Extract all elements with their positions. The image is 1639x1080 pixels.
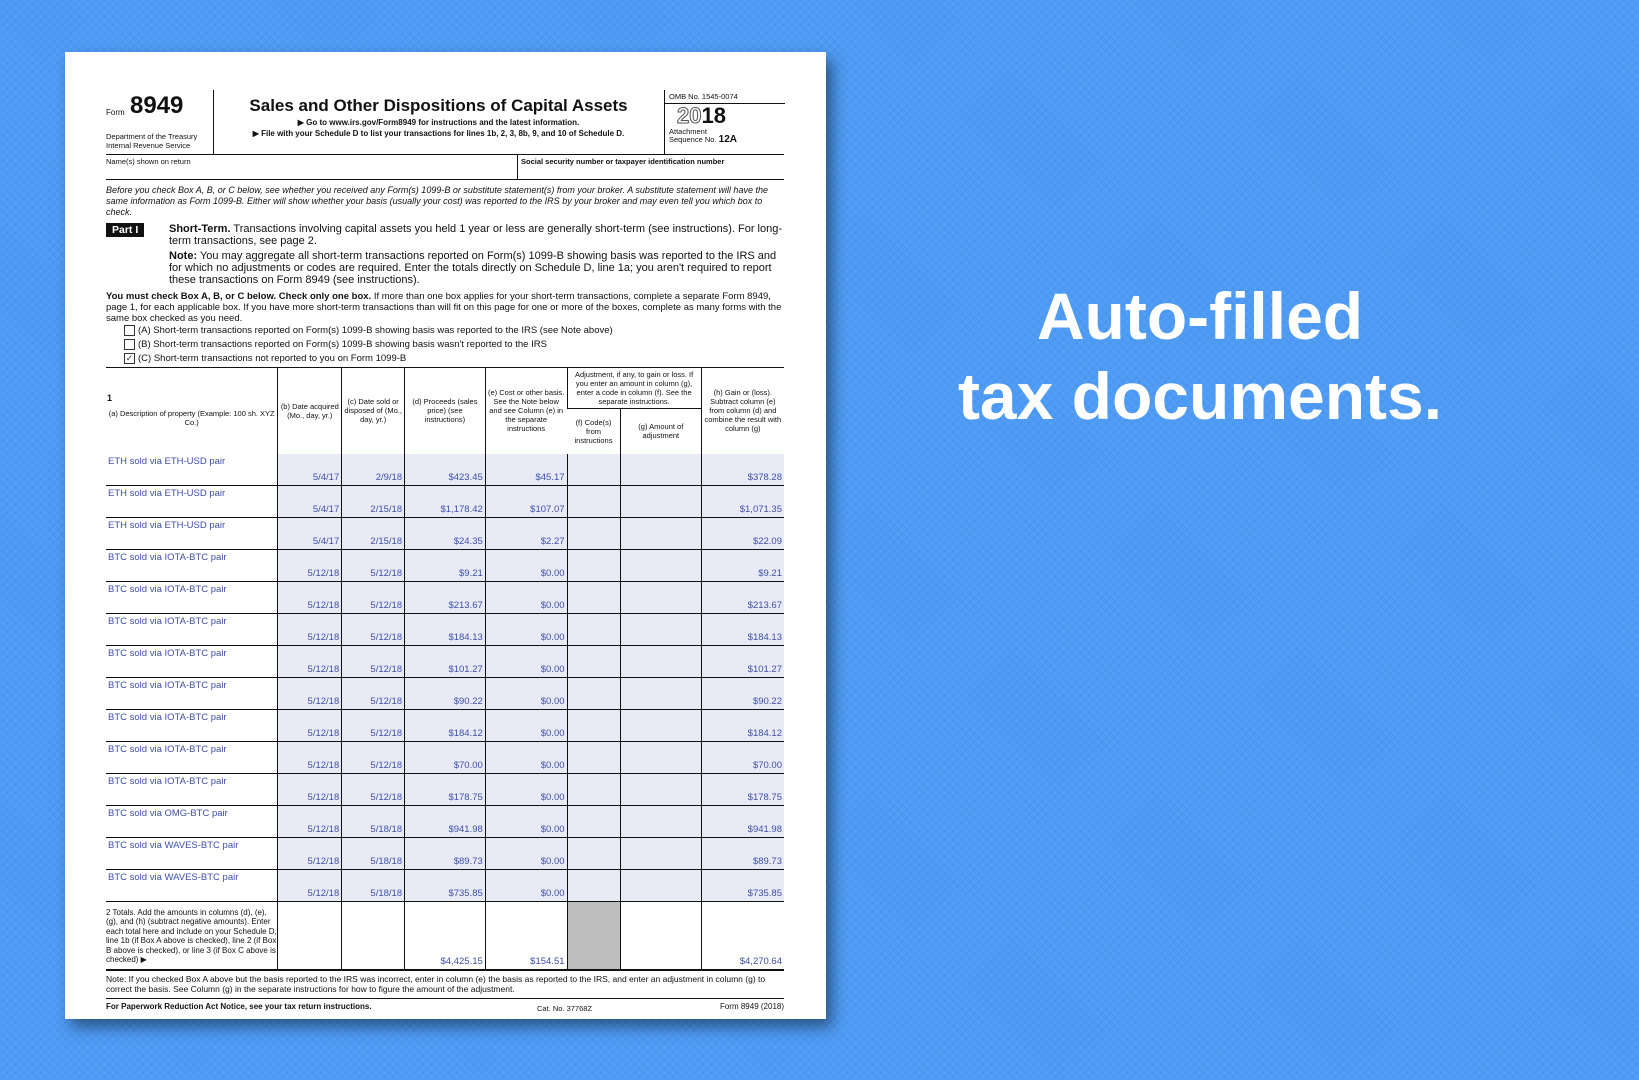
form-id-block <box>106 90 214 154</box>
totals-gain[interactable]: $4,270.64 <box>701 901 784 970</box>
row-code[interactable] <box>567 805 620 837</box>
column-header-f: (f) Code(s) from instructions <box>574 417 613 445</box>
form-8949 <box>106 90 784 1016</box>
row-cost-basis[interactable]: $107.07 <box>485 485 567 517</box>
totals-cost[interactable]: $154.51 <box>485 901 567 970</box>
row-code[interactable] <box>567 645 620 677</box>
table-row <box>106 709 784 741</box>
box-b-label: (B) Short-term transactions reported on Form(s) 1099-B showing basis wasn't reported to the IRS <box>138 339 547 350</box>
tax-year <box>665 104 785 128</box>
form-title: Sales and Other Dispositions of Capital Assets <box>249 96 628 115</box>
totals-code-shaded <box>567 901 620 970</box>
box-a-label: (A) Short-term transactions reported on Form(s) 1099-B showing basis was reported to the IRS (see Note above) <box>138 325 613 336</box>
column-header-h: (h) Gain or (loss). Subtract column (e) from column (d) and combine the result with column (g) <box>701 368 784 454</box>
totals-label: 2 Totals. Add the amounts in columns (d), (e), (g), and (h) (subtract negative amounts). Enter each total here and include on your Schedule D, line 1b (if Box A above is checked), line 2 (if Box B above is checked), or line 3 (if Box C above is checked) ▶ <box>106 901 278 970</box>
intro-text: Before you check Box A, B, or C below, see whether you received any Form(s) 1099-B or substitute statement(s) from your broker. A substitute statement will have the same information as Form 1099-B. Either will show whether your basis (usually your cost) was reported to the IRS by your broker and may even tell you which box to check. <box>106 185 768 217</box>
tax-year-decade: 18 <box>701 103 726 128</box>
names-row <box>106 155 784 180</box>
box-a-checkbox[interactable] <box>124 325 135 336</box>
row-gain[interactable]: $90.22 <box>701 677 784 709</box>
row-cost-basis[interactable]: $0.00 <box>485 645 567 677</box>
row-adjustment[interactable] <box>620 709 701 741</box>
must-check-text: You must check Box A, B, or C below. Check only one box. <box>106 291 372 302</box>
row-gain[interactable]: $941.98 <box>701 805 784 837</box>
column-a-text: (a) Description of property (Example: 100 sh. XYZ Co.) <box>108 409 275 428</box>
row-adjustment[interactable] <box>620 454 701 486</box>
box-b-checkbox[interactable] <box>124 339 135 350</box>
row-date-acquired[interactable]: 5/12/18 <box>278 613 342 645</box>
column-header-c: (c) Date sold or disposed of (Mo., day, yr.) <box>342 368 405 454</box>
row-proceeds[interactable]: $89.73 <box>405 837 486 869</box>
row-gain[interactable]: $9.21 <box>701 549 784 581</box>
totals-blank-c <box>342 901 405 970</box>
totals-blank-b <box>278 901 342 970</box>
headline-line-2: tax documents. <box>957 359 1443 433</box>
part-badge: Part I <box>106 223 144 237</box>
row-gain[interactable]: $1,071.35 <box>701 485 784 517</box>
row-date-sold[interactable]: 5/12/18 <box>342 549 405 581</box>
row-proceeds[interactable]: $423.45 <box>405 454 486 486</box>
totals-adjustment[interactable] <box>620 901 701 970</box>
row-gain[interactable]: $184.12 <box>701 709 784 741</box>
row-gain[interactable]: $89.73 <box>701 837 784 869</box>
form-number: 8949 <box>130 92 184 119</box>
row-code[interactable] <box>567 454 620 486</box>
row-adjustment[interactable] <box>620 485 701 517</box>
row-description: BTC sold via IOTA-BTC pair <box>106 549 278 581</box>
headline-line-1: Auto-filled <box>1036 279 1364 353</box>
sequence-label: Sequence No. <box>669 135 717 144</box>
row-adjustment[interactable] <box>620 645 701 677</box>
row-cost-basis[interactable]: $0.00 <box>485 613 567 645</box>
row-date-acquired[interactable]: 5/12/18 <box>278 837 342 869</box>
headline <box>900 276 1500 436</box>
row-gain[interactable]: $735.85 <box>701 869 784 901</box>
row-description: BTC sold via IOTA-BTC pair <box>106 709 278 741</box>
file-line: ▶ File with your Schedule D to list your transactions for lines 1b, 2, 3, 8b, 9, and 10 of Schedule D. <box>252 129 625 138</box>
row-adjustment[interactable] <box>620 549 701 581</box>
row-proceeds[interactable]: $178.75 <box>405 773 486 805</box>
row-code[interactable] <box>567 837 620 869</box>
row-code[interactable] <box>567 741 620 773</box>
column-header-a <box>106 368 278 454</box>
sequence-number: 12A <box>718 134 737 145</box>
row-gain[interactable]: $22.09 <box>701 517 784 549</box>
row-adjustment[interactable] <box>620 773 701 805</box>
row-cost-basis[interactable]: $0.00 <box>485 773 567 805</box>
paperwork-notice: For Paperwork Reduction Act Notice, see your tax return instructions. <box>106 1001 372 1011</box>
row-cost-basis[interactable]: $0.00 <box>485 581 567 613</box>
transactions-table <box>106 367 784 971</box>
row-code[interactable] <box>567 869 620 901</box>
row-description: BTC sold via IOTA-BTC pair <box>106 613 278 645</box>
row-code[interactable] <box>567 517 620 549</box>
row-description: ETH sold via ETH-USD pair <box>106 485 278 517</box>
column-header-d: (d) Proceeds (sales price) (see instructions) <box>405 368 486 454</box>
row-date-sold[interactable]: 5/18/18 <box>342 869 405 901</box>
form-title-block <box>213 90 664 154</box>
row-date-acquired[interactable]: 5/12/18 <box>278 869 342 901</box>
table-row <box>106 517 784 549</box>
row-description: BTC sold via WAVES-BTC pair <box>106 837 278 869</box>
row-cost-basis[interactable]: $0.00 <box>485 805 567 837</box>
form-reference: Form 8949 (2018) <box>719 1001 784 1011</box>
row-gain[interactable]: $378.28 <box>701 454 784 486</box>
department <box>106 132 197 150</box>
row-date-acquired[interactable]: 5/12/18 <box>278 709 342 741</box>
table-row <box>106 549 784 581</box>
part-1-note <box>169 250 784 286</box>
row-proceeds[interactable]: $9.21 <box>405 549 486 581</box>
box-c-label: (C) Short-term transactions not reported to you on Form 1099-B <box>138 353 407 364</box>
note-text: You may aggregate all short-term transactions reported on Form(s) 1099-B showing basis was reported to the IRS and for which no adjustments or codes are required. Enter the totals directly on Schedule D, line 1a; you aren't required to report these transactions on Form 8949 (see instructions). <box>169 250 777 286</box>
goto-line: ▶ Go to www.irs.gov/Form8949 for instructions and the latest information. <box>297 118 580 127</box>
table-row <box>106 773 784 805</box>
row-description: BTC sold via IOTA-BTC pair <box>106 677 278 709</box>
totals-proceeds[interactable]: $4,425.15 <box>405 901 486 970</box>
row-proceeds[interactable]: $735.85 <box>405 869 486 901</box>
row-date-acquired[interactable]: 5/12/18 <box>278 677 342 709</box>
must-detail-text: If more than one box applies for your short-term transactions, complete a separate Form 8949, page 1, for each applicable box. If you have more short-term transactions than will fit on this page for one or more of the boxes, complete as many forms with the same box checked as you need. <box>106 291 782 324</box>
row-adjustment[interactable] <box>620 517 701 549</box>
line-1-label: 1 <box>107 393 113 404</box>
ssn-field-label[interactable]: Social security number or taxpayer identification number <box>517 155 724 179</box>
part-text: Transactions involving capital assets you held 1 year or less are generally short-term (see instructions). For long-term transactions, see page 2. <box>169 223 782 247</box>
row-proceeds[interactable]: $184.13 <box>405 613 486 645</box>
row-description: BTC sold via IOTA-BTC pair <box>106 581 278 613</box>
row-date-sold[interactable]: 5/12/18 <box>342 581 405 613</box>
totals-row <box>106 901 784 970</box>
sequence-line <box>665 136 785 144</box>
row-date-sold[interactable]: 5/12/18 <box>342 741 405 773</box>
row-description: BTC sold via WAVES-BTC pair <box>106 869 278 901</box>
row-date-sold[interactable]: 5/12/18 <box>342 709 405 741</box>
adjustment-header: Adjustment, if any, to gain or loss. If you enter an amount in column (g), enter a code in column (f). See the separate instructions. <box>567 368 701 409</box>
row-date-acquired[interactable]: 5/12/18 <box>278 805 342 837</box>
row-date-sold[interactable]: 5/12/18 <box>342 645 405 677</box>
form-page <box>65 52 826 1019</box>
row-description: BTC sold via IOTA-BTC pair <box>106 741 278 773</box>
row-code[interactable] <box>567 613 620 645</box>
row-adjustment[interactable] <box>620 677 701 709</box>
row-code[interactable] <box>567 485 620 517</box>
box-a-row <box>106 324 784 338</box>
row-date-sold[interactable]: 5/18/18 <box>342 805 405 837</box>
part-1-description <box>169 223 784 247</box>
table-row <box>106 741 784 773</box>
row-adjustment[interactable] <box>620 741 701 773</box>
row-code[interactable] <box>567 581 620 613</box>
row-date-sold[interactable]: 5/12/18 <box>342 613 405 645</box>
row-cost-basis[interactable]: $0.00 <box>485 677 567 709</box>
table-row <box>106 645 784 677</box>
box-instructions <box>106 291 784 324</box>
column-header-g: (g) Amount of adjustment <box>620 409 701 454</box>
table-row <box>106 869 784 901</box>
row-description: BTC sold via IOTA-BTC pair <box>106 645 278 677</box>
table-row <box>106 677 784 709</box>
row-code[interactable] <box>567 677 620 709</box>
row-gain[interactable]: $101.27 <box>701 645 784 677</box>
row-date-sold[interactable]: 5/12/18 <box>342 773 405 805</box>
row-date-acquired[interactable]: 5/12/18 <box>278 773 342 805</box>
row-date-acquired[interactable]: 5/12/18 <box>278 645 342 677</box>
table-row <box>106 454 784 486</box>
row-proceeds[interactable]: $184.12 <box>405 709 486 741</box>
row-gain[interactable]: $70.00 <box>701 741 784 773</box>
table-row <box>106 581 784 613</box>
row-cost-basis[interactable]: $0.00 <box>485 741 567 773</box>
note-label: Note: <box>169 250 198 262</box>
table-row <box>106 485 784 517</box>
row-date-sold[interactable]: 2/15/18 <box>342 485 405 517</box>
row-proceeds[interactable]: $213.67 <box>405 581 486 613</box>
row-proceeds[interactable]: $24.35 <box>405 517 486 549</box>
row-cost-basis[interactable]: $0.00 <box>485 837 567 869</box>
row-date-acquired[interactable]: 5/12/18 <box>278 741 342 773</box>
table-row <box>106 613 784 645</box>
row-date-sold[interactable]: 2/15/18 <box>342 517 405 549</box>
row-gain[interactable]: $178.75 <box>701 773 784 805</box>
row-code[interactable] <box>567 709 620 741</box>
table-row <box>106 837 784 869</box>
row-date-acquired[interactable]: 5/12/18 <box>278 581 342 613</box>
part-title: Short-Term. <box>169 223 231 235</box>
omb-block <box>664 90 785 154</box>
row-code[interactable] <box>567 549 620 581</box>
row-code[interactable] <box>567 773 620 805</box>
row-cost-basis[interactable]: $2.27 <box>485 517 567 549</box>
row-proceeds[interactable]: $90.22 <box>405 677 486 709</box>
row-date-sold[interactable]: 2/9/18 <box>342 454 405 486</box>
row-proceeds[interactable]: $70.00 <box>405 741 486 773</box>
catalog-number: Cat. No. 37768Z <box>537 1003 593 1013</box>
row-gain[interactable]: $184.13 <box>701 613 784 645</box>
part-1-section <box>106 223 784 286</box>
form-header <box>106 90 784 155</box>
row-cost-basis[interactable]: $0.00 <box>485 869 567 901</box>
department-line-2: Internal Revenue Service <box>106 141 191 150</box>
row-adjustment[interactable] <box>620 837 701 869</box>
column-header-b: (b) Date acquired (Mo., day, yr.) <box>278 368 342 454</box>
footer-note: Note: If you checked Box A above but the basis reported to the IRS was incorrect, enter in column (e) the basis as reported to the IRS, and enter an adjustment in column (g) to correct the basis. See Column (g) in the separate instructions for how to figure the amount of the adjustment. <box>106 974 784 999</box>
row-proceeds[interactable]: $941.98 <box>405 805 486 837</box>
row-date-sold[interactable]: 5/12/18 <box>342 677 405 709</box>
department-line-1: Department of the Treasury <box>106 132 198 141</box>
omb-number: OMB No. 1545-0074 <box>665 90 785 104</box>
row-description: BTC sold via IOTA-BTC pair <box>106 773 278 805</box>
row-description: ETH sold via ETH-USD pair <box>106 517 278 549</box>
column-header-e: (e) Cost or other basis. See the Note below and see Column (e) in the separate instructions <box>485 368 567 454</box>
footer <box>106 1002 784 1016</box>
row-cost-basis[interactable]: $45.17 <box>485 454 567 486</box>
box-c-checkbox[interactable]: ✓ <box>125 353 134 363</box>
box-b-row <box>106 338 784 352</box>
row-cost-basis[interactable]: $0.00 <box>485 549 567 581</box>
form-word: Form <box>106 108 125 117</box>
row-adjustment[interactable] <box>620 869 701 901</box>
row-adjustment[interactable] <box>620 613 701 645</box>
row-date-acquired[interactable]: 5/12/18 <box>278 549 342 581</box>
row-proceeds[interactable]: $1,178.42 <box>405 485 486 517</box>
row-date-acquired[interactable]: 5/4/17 <box>278 454 342 486</box>
row-proceeds[interactable]: $101.27 <box>405 645 486 677</box>
attachment-label: Attachment <box>669 127 707 136</box>
row-description: BTC sold via OMG-BTC pair <box>106 805 278 837</box>
row-date-sold[interactable]: 5/18/18 <box>342 837 405 869</box>
row-gain[interactable]: $213.67 <box>701 581 784 613</box>
row-adjustment[interactable] <box>620 805 701 837</box>
row-description: ETH sold via ETH-USD pair <box>106 454 278 486</box>
box-c-row <box>106 352 784 366</box>
row-date-acquired[interactable]: 5/4/17 <box>278 485 342 517</box>
transactions-body <box>106 454 784 970</box>
names-field-label[interactable]: Name(s) shown on return <box>106 157 191 166</box>
row-adjustment[interactable] <box>620 581 701 613</box>
table-row <box>106 805 784 837</box>
tax-year-century: 20 <box>677 103 702 128</box>
row-date-acquired[interactable]: 5/4/17 <box>278 517 342 549</box>
row-cost-basis[interactable]: $0.00 <box>485 709 567 741</box>
